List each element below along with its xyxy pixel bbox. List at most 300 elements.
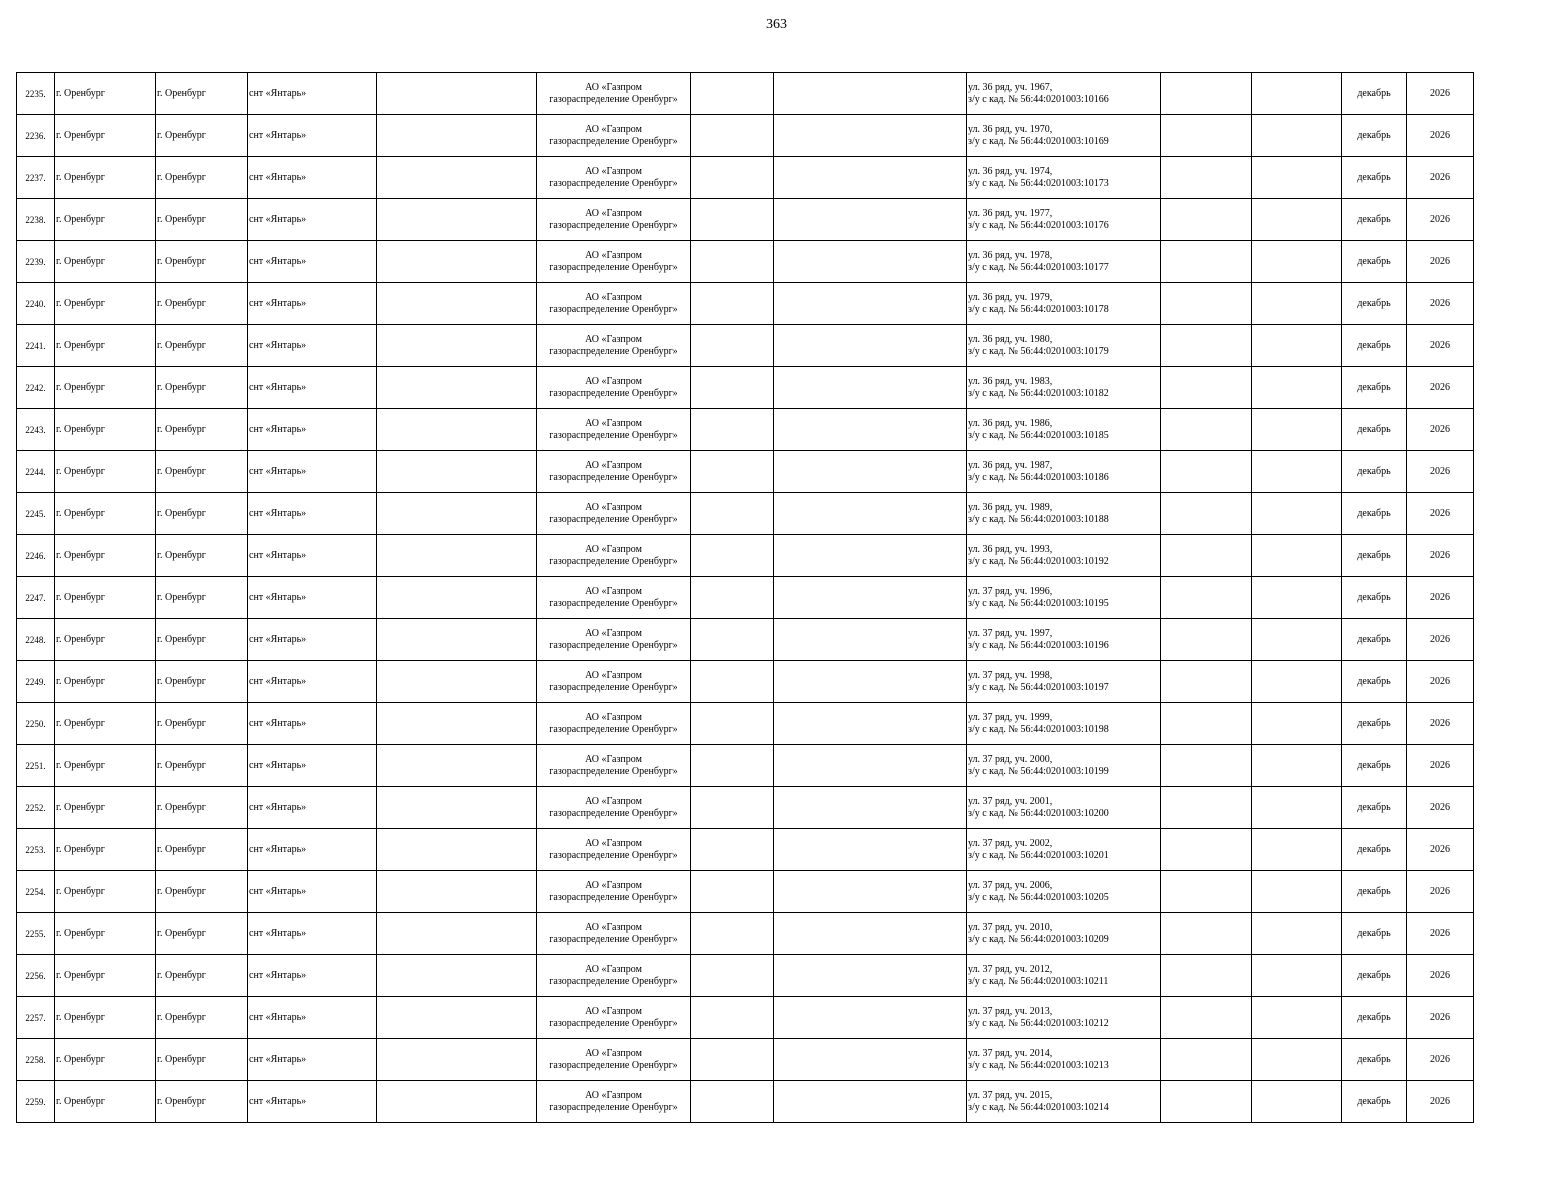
address-line-1: ул. 37 ряд, уч. 2015, (968, 1089, 1053, 1101)
organization-line-1: АО «Газпром (585, 879, 642, 891)
empty-cell (691, 829, 774, 871)
row-number: 2237. (17, 157, 55, 199)
empty-cell (1252, 703, 1342, 745)
organization-line-1: АО «Газпром (585, 627, 642, 639)
address-cell (967, 535, 1161, 577)
organization-line-1: АО «Газпром (585, 1047, 642, 1059)
address-line-1: ул. 36 ряд, уч. 1974, (968, 165, 1053, 177)
empty-cell (774, 1039, 967, 1081)
empty-cell (377, 913, 537, 955)
row-number: 2243. (17, 409, 55, 451)
empty-cell (1161, 115, 1252, 157)
empty-cell (691, 73, 774, 115)
address-line-2: з/у с кад. № 56:44:0201003:10188 (968, 513, 1109, 525)
organization-line-1: АО «Газпром (585, 1005, 642, 1017)
empty-cell (1161, 325, 1252, 367)
empty-cell (691, 199, 774, 241)
month-cell: декабрь (1342, 115, 1407, 157)
row-number: 2252. (17, 787, 55, 829)
empty-cell (691, 493, 774, 535)
table-row (17, 829, 1474, 871)
table-row (17, 325, 1474, 367)
registry-body (17, 73, 1474, 1123)
organization-line-2: газораспределение Оренбург» (549, 597, 678, 609)
empty-cell (1161, 493, 1252, 535)
organization-line-1: АО «Газпром (585, 333, 642, 345)
empty-cell (774, 787, 967, 829)
address-cell (967, 409, 1161, 451)
address-cell (967, 871, 1161, 913)
organization-line-1: АО «Газпром (585, 669, 642, 681)
organization-line-2: газораспределение Оренбург» (549, 1101, 678, 1113)
address-line-2: з/у с кад. № 56:44:0201003:10199 (968, 765, 1109, 777)
empty-cell (1252, 157, 1342, 199)
organization-cell (537, 409, 691, 451)
district-cell: г. Оренбург (55, 115, 156, 157)
empty-cell (1161, 787, 1252, 829)
empty-cell (1161, 829, 1252, 871)
empty-cell (1252, 577, 1342, 619)
address-line-2: з/у с кад. № 56:44:0201003:10195 (968, 597, 1109, 609)
address-line-1: ул. 36 ряд, уч. 1989, (968, 501, 1053, 513)
settlement-cell: снт «Янтарь» (248, 535, 377, 577)
organization-line-1: АО «Газпром (585, 375, 642, 387)
organization-cell (537, 619, 691, 661)
settlement-cell: снт «Янтарь» (248, 703, 377, 745)
row-number: 2245. (17, 493, 55, 535)
empty-cell (377, 73, 537, 115)
address-line-1: ул. 36 ряд, уч. 1967, (968, 81, 1053, 93)
locality-cell: г. Оренбург (156, 1081, 248, 1123)
address-line-2: з/у с кад. № 56:44:0201003:10177 (968, 261, 1109, 273)
locality-cell: г. Оренбург (156, 661, 248, 703)
address-line-2: з/у с кад. № 56:44:0201003:10196 (968, 639, 1109, 651)
organization-cell (537, 73, 691, 115)
empty-cell (377, 325, 537, 367)
settlement-cell: снт «Янтарь» (248, 1039, 377, 1081)
empty-cell (1252, 745, 1342, 787)
organization-line-1: АО «Газпром (585, 585, 642, 597)
empty-cell (377, 241, 537, 283)
empty-cell (691, 577, 774, 619)
address-line-2: з/у с кад. № 56:44:0201003:10182 (968, 387, 1109, 399)
empty-cell (1161, 1081, 1252, 1123)
organization-line-2: газораспределение Оренбург» (549, 387, 678, 399)
empty-cell (691, 325, 774, 367)
month-cell: декабрь (1342, 829, 1407, 871)
address-line-1: ул. 36 ряд, уч. 1987, (968, 459, 1053, 471)
empty-cell (1161, 871, 1252, 913)
month-cell: декабрь (1342, 619, 1407, 661)
row-number: 2258. (17, 1039, 55, 1081)
year-cell: 2026 (1407, 787, 1474, 829)
settlement-cell: снт «Янтарь» (248, 1081, 377, 1123)
year-cell: 2026 (1407, 535, 1474, 577)
empty-cell (774, 367, 967, 409)
address-line-1: ул. 37 ряд, уч. 2006, (968, 879, 1053, 891)
year-cell: 2026 (1407, 157, 1474, 199)
address-cell (967, 493, 1161, 535)
address-cell (967, 661, 1161, 703)
empty-cell (691, 241, 774, 283)
table-row (17, 661, 1474, 703)
empty-cell (691, 997, 774, 1039)
address-line-2: з/у с кад. № 56:44:0201003:10213 (968, 1059, 1109, 1071)
empty-cell (377, 661, 537, 703)
table-row (17, 493, 1474, 535)
month-cell: декабрь (1342, 661, 1407, 703)
organization-line-1: АО «Газпром (585, 123, 642, 135)
district-cell: г. Оренбург (55, 997, 156, 1039)
year-cell: 2026 (1407, 199, 1474, 241)
address-line-2: з/у с кад. № 56:44:0201003:10201 (968, 849, 1109, 861)
organization-cell (537, 367, 691, 409)
empty-cell (1161, 199, 1252, 241)
settlement-cell: снт «Янтарь» (248, 451, 377, 493)
settlement-cell: снт «Янтарь» (248, 955, 377, 997)
organization-cell (537, 115, 691, 157)
year-cell: 2026 (1407, 871, 1474, 913)
year-cell: 2026 (1407, 619, 1474, 661)
locality-cell: г. Оренбург (156, 241, 248, 283)
month-cell: декабрь (1342, 535, 1407, 577)
empty-cell (1252, 409, 1342, 451)
settlement-cell: снт «Янтарь» (248, 325, 377, 367)
address-line-2: з/у с кад. № 56:44:0201003:10212 (968, 1017, 1109, 1029)
settlement-cell: снт «Янтарь» (248, 283, 377, 325)
organization-line-2: газораспределение Оренбург» (549, 681, 678, 693)
empty-cell (691, 745, 774, 787)
row-number: 2240. (17, 283, 55, 325)
row-number: 2257. (17, 997, 55, 1039)
empty-cell (1252, 451, 1342, 493)
organization-cell (537, 1081, 691, 1123)
district-cell: г. Оренбург (55, 745, 156, 787)
address-line-2: з/у с кад. № 56:44:0201003:10192 (968, 555, 1109, 567)
settlement-cell: снт «Янтарь» (248, 157, 377, 199)
organization-line-1: АО «Газпром (585, 963, 642, 975)
locality-cell: г. Оренбург (156, 535, 248, 577)
organization-line-2: газораспределение Оренбург» (549, 849, 678, 861)
year-cell: 2026 (1407, 955, 1474, 997)
empty-cell (774, 913, 967, 955)
district-cell: г. Оренбург (55, 367, 156, 409)
address-line-1: ул. 36 ряд, уч. 1983, (968, 375, 1053, 387)
organization-line-1: АО «Газпром (585, 165, 642, 177)
district-cell: г. Оренбург (55, 787, 156, 829)
district-cell: г. Оренбург (55, 157, 156, 199)
address-line-2: з/у с кад. № 56:44:0201003:10173 (968, 177, 1109, 189)
empty-cell (377, 1081, 537, 1123)
empty-cell (377, 115, 537, 157)
row-number: 2256. (17, 955, 55, 997)
row-number: 2249. (17, 661, 55, 703)
row-number: 2253. (17, 829, 55, 871)
organization-cell (537, 535, 691, 577)
settlement-cell: снт «Янтарь» (248, 199, 377, 241)
organization-line-2: газораспределение Оренбург» (549, 891, 678, 903)
empty-cell (1161, 619, 1252, 661)
empty-cell (774, 997, 967, 1039)
organization-cell (537, 1039, 691, 1081)
empty-cell (774, 1081, 967, 1123)
address-line-2: з/у с кад. № 56:44:0201003:10209 (968, 933, 1109, 945)
organization-cell (537, 325, 691, 367)
month-cell: декабрь (1342, 367, 1407, 409)
empty-cell (1252, 619, 1342, 661)
year-cell: 2026 (1407, 493, 1474, 535)
organization-line-2: газораспределение Оренбург» (549, 345, 678, 357)
district-cell: г. Оренбург (55, 913, 156, 955)
address-cell (967, 325, 1161, 367)
district-cell: г. Оренбург (55, 325, 156, 367)
organization-cell (537, 241, 691, 283)
table-row (17, 535, 1474, 577)
organization-line-2: газораспределение Оренбург» (549, 429, 678, 441)
address-line-1: ул. 36 ряд, уч. 1993, (968, 543, 1053, 555)
locality-cell: г. Оренбург (156, 283, 248, 325)
settlement-cell: снт «Янтарь» (248, 367, 377, 409)
address-line-1: ул. 37 ряд, уч. 2014, (968, 1047, 1053, 1059)
address-line-1: ул. 36 ряд, уч. 1978, (968, 249, 1053, 261)
empty-cell (377, 367, 537, 409)
address-cell (967, 199, 1161, 241)
empty-cell (774, 115, 967, 157)
district-cell: г. Оренбург (55, 493, 156, 535)
empty-cell (774, 199, 967, 241)
organization-cell (537, 577, 691, 619)
page-number: 363 (766, 17, 787, 32)
organization-line-1: АО «Газпром (585, 459, 642, 471)
year-cell: 2026 (1407, 703, 1474, 745)
year-cell: 2026 (1407, 997, 1474, 1039)
locality-cell: г. Оренбург (156, 493, 248, 535)
month-cell: декабрь (1342, 871, 1407, 913)
empty-cell (691, 535, 774, 577)
address-line-2: з/у с кад. № 56:44:0201003:10211 (968, 975, 1109, 987)
district-cell: г. Оренбург (55, 241, 156, 283)
district-cell: г. Оренбург (55, 619, 156, 661)
organization-line-1: АО «Газпром (585, 249, 642, 261)
empty-cell (691, 955, 774, 997)
empty-cell (1252, 199, 1342, 241)
empty-cell (774, 409, 967, 451)
locality-cell: г. Оренбург (156, 955, 248, 997)
table-row (17, 241, 1474, 283)
organization-line-1: АО «Газпром (585, 837, 642, 849)
address-line-1: ул. 37 ряд, уч. 2013, (968, 1005, 1053, 1017)
year-cell: 2026 (1407, 1039, 1474, 1081)
year-cell: 2026 (1407, 745, 1474, 787)
month-cell: декабрь (1342, 955, 1407, 997)
empty-cell (774, 955, 967, 997)
district-cell: г. Оренбург (55, 829, 156, 871)
organization-line-1: АО «Газпром (585, 81, 642, 93)
settlement-cell: снт «Янтарь» (248, 577, 377, 619)
month-cell: декабрь (1342, 451, 1407, 493)
row-number: 2247. (17, 577, 55, 619)
organization-cell (537, 829, 691, 871)
empty-cell (774, 535, 967, 577)
address-cell (967, 829, 1161, 871)
month-cell: декабрь (1342, 325, 1407, 367)
year-cell: 2026 (1407, 115, 1474, 157)
organization-line-2: газораспределение Оренбург» (549, 765, 678, 777)
table-row (17, 157, 1474, 199)
empty-cell (1252, 493, 1342, 535)
empty-cell (1161, 577, 1252, 619)
registry-table (16, 72, 1474, 1123)
empty-cell (1161, 703, 1252, 745)
address-line-1: ул. 36 ряд, уч. 1980, (968, 333, 1053, 345)
row-number: 2251. (17, 745, 55, 787)
empty-cell (377, 535, 537, 577)
organization-line-2: газораспределение Оренбург» (549, 303, 678, 315)
settlement-cell: снт «Янтарь» (248, 913, 377, 955)
row-number: 2244. (17, 451, 55, 493)
table-row (17, 619, 1474, 661)
address-cell (967, 913, 1161, 955)
month-cell: декабрь (1342, 493, 1407, 535)
settlement-cell: снт «Янтарь» (248, 871, 377, 913)
empty-cell (377, 955, 537, 997)
organization-line-2: газораспределение Оренбург» (549, 975, 678, 987)
empty-cell (377, 409, 537, 451)
empty-cell (1161, 1039, 1252, 1081)
empty-cell (1252, 661, 1342, 703)
organization-cell (537, 157, 691, 199)
empty-cell (1252, 913, 1342, 955)
district-cell: г. Оренбург (55, 661, 156, 703)
row-number: 2259. (17, 1081, 55, 1123)
empty-cell (377, 871, 537, 913)
empty-cell (691, 661, 774, 703)
month-cell: декабрь (1342, 241, 1407, 283)
settlement-cell: снт «Янтарь» (248, 73, 377, 115)
address-cell (967, 283, 1161, 325)
empty-cell (1252, 367, 1342, 409)
empty-cell (1252, 1039, 1342, 1081)
settlement-cell: снт «Янтарь» (248, 997, 377, 1039)
empty-cell (691, 619, 774, 661)
address-cell (967, 955, 1161, 997)
empty-cell (1252, 115, 1342, 157)
address-cell (967, 997, 1161, 1039)
month-cell: декабрь (1342, 787, 1407, 829)
address-line-2: з/у с кад. № 56:44:0201003:10179 (968, 345, 1109, 357)
year-cell: 2026 (1407, 73, 1474, 115)
empty-cell (1161, 913, 1252, 955)
organization-line-2: газораспределение Оренбург» (549, 261, 678, 273)
locality-cell: г. Оренбург (156, 619, 248, 661)
empty-cell (774, 871, 967, 913)
row-number: 2248. (17, 619, 55, 661)
empty-cell (1161, 283, 1252, 325)
table-row (17, 871, 1474, 913)
empty-cell (377, 577, 537, 619)
organization-line-1: АО «Газпром (585, 543, 642, 555)
month-cell: декабрь (1342, 1039, 1407, 1081)
organization-line-2: газораспределение Оренбург» (549, 219, 678, 231)
address-line-1: ул. 36 ряд, уч. 1970, (968, 123, 1053, 135)
month-cell: декабрь (1342, 997, 1407, 1039)
organization-line-2: газораспределение Оренбург» (549, 93, 678, 105)
organization-line-2: газораспределение Оренбург» (549, 177, 678, 189)
table-row (17, 955, 1474, 997)
district-cell: г. Оренбург (55, 283, 156, 325)
address-line-1: ул. 37 ряд, уч. 1999, (968, 711, 1053, 723)
empty-cell (377, 199, 537, 241)
locality-cell: г. Оренбург (156, 73, 248, 115)
locality-cell: г. Оренбург (156, 577, 248, 619)
locality-cell: г. Оренбург (156, 157, 248, 199)
organization-line-2: газораспределение Оренбург» (549, 933, 678, 945)
table-row (17, 73, 1474, 115)
empty-cell (774, 493, 967, 535)
month-cell: декабрь (1342, 703, 1407, 745)
locality-cell: г. Оренбург (156, 913, 248, 955)
locality-cell: г. Оренбург (156, 997, 248, 1039)
year-cell: 2026 (1407, 913, 1474, 955)
organization-line-1: АО «Газпром (585, 711, 642, 723)
month-cell: декабрь (1342, 157, 1407, 199)
empty-cell (774, 325, 967, 367)
table-row (17, 913, 1474, 955)
empty-cell (377, 619, 537, 661)
organization-line-1: АО «Газпром (585, 1089, 642, 1101)
address-line-2: з/у с кад. № 56:44:0201003:10176 (968, 219, 1109, 231)
empty-cell (1161, 997, 1252, 1039)
empty-cell (1252, 787, 1342, 829)
empty-cell (377, 703, 537, 745)
table-row (17, 997, 1474, 1039)
settlement-cell: снт «Янтарь» (248, 619, 377, 661)
address-cell (967, 703, 1161, 745)
locality-cell: г. Оренбург (156, 115, 248, 157)
address-cell (967, 1039, 1161, 1081)
organization-cell (537, 787, 691, 829)
empty-cell (691, 871, 774, 913)
empty-cell (1161, 73, 1252, 115)
empty-cell (1252, 73, 1342, 115)
address-line-1: ул. 37 ряд, уч. 1998, (968, 669, 1053, 681)
address-line-2: з/у с кад. № 56:44:0201003:10198 (968, 723, 1109, 735)
organization-line-1: АО «Газпром (585, 501, 642, 513)
organization-cell (537, 745, 691, 787)
organization-line-2: газораспределение Оренбург» (549, 807, 678, 819)
address-line-2: з/у с кад. № 56:44:0201003:10200 (968, 807, 1109, 819)
table-row (17, 787, 1474, 829)
empty-cell (1161, 157, 1252, 199)
empty-cell (774, 283, 967, 325)
year-cell: 2026 (1407, 1081, 1474, 1123)
table-row (17, 1039, 1474, 1081)
row-number: 2254. (17, 871, 55, 913)
district-cell: г. Оренбург (55, 535, 156, 577)
organization-line-2: газораспределение Оренбург» (549, 471, 678, 483)
year-cell: 2026 (1407, 367, 1474, 409)
settlement-cell: снт «Янтарь» (248, 829, 377, 871)
address-line-2: з/у с кад. № 56:44:0201003:10185 (968, 429, 1109, 441)
empty-cell (691, 1039, 774, 1081)
empty-cell (691, 787, 774, 829)
table-row (17, 703, 1474, 745)
empty-cell (377, 745, 537, 787)
empty-cell (1252, 871, 1342, 913)
empty-cell (377, 157, 537, 199)
organization-line-1: АО «Газпром (585, 417, 642, 429)
row-number: 2236. (17, 115, 55, 157)
